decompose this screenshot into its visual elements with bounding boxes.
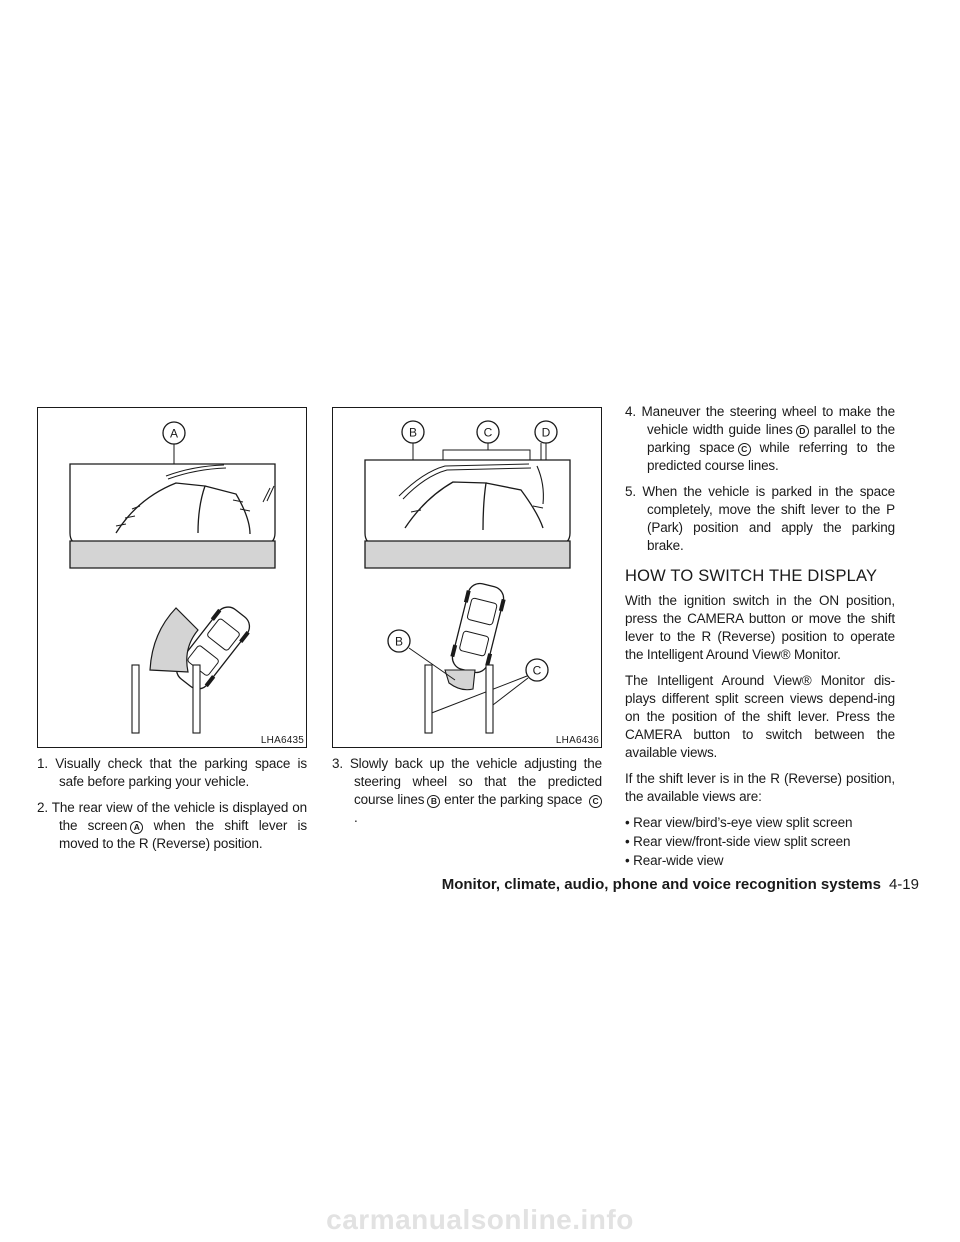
callout-ref: A [130, 821, 143, 834]
list-item: • Rear-wide view [625, 853, 724, 868]
page-number: 4-19 [888, 876, 919, 893]
page-footer [442, 876, 919, 893]
callout-ref: C [589, 795, 602, 808]
step-1: 1. Visually check that the parking space is safe before parking your vehicle. [37, 756, 307, 789]
list-item: • Rear view/front-side view split screen [625, 834, 851, 849]
watermark: carmanualsonline.info [326, 1204, 634, 1235]
callout-label: D [541, 425, 551, 440]
callout-ref: D [796, 425, 809, 438]
callout-label: C [483, 425, 493, 440]
callout-label: C [532, 663, 542, 678]
figure-code: LHA6436 [555, 735, 599, 746]
figure-illustration [38, 408, 308, 749]
monitor-screen [70, 464, 275, 544]
callout-label: B [408, 425, 418, 440]
paragraph: The Intelligent Around View® Monitor dis-plays different split screen views depend-ing on the position of the shift lever. Press the CAMERA button to switch between the available views. [625, 673, 895, 760]
figure-course-lines [332, 407, 602, 748]
callout-label: B [394, 634, 404, 649]
callout-ref: B [427, 795, 440, 808]
monitor-lower-band [70, 541, 275, 568]
paragraph: If the shift lever is in the R (Reverse) position, the available views are: [625, 771, 895, 804]
figure-rear-view-parking [37, 407, 307, 748]
figure-illustration [333, 408, 603, 749]
figure-code: LHA6435 [260, 735, 304, 746]
step-4: 4. Maneuver the steering wheel to make the vehicle width guide lines D parallel to the parking space C while referring to the predicted course lines. [625, 404, 895, 473]
column-1 [37, 755, 307, 861]
paragraph: With the ignition switch in the ON position, press the CAMERA button or move the shift lever to the R (Reverse) position to operate the Intelligent Around View® Monitor. [625, 593, 895, 662]
column-2 [332, 755, 602, 835]
footer-section-title: Monitor, climate, audio, phone and voice recognition systems [441, 876, 881, 893]
list-item: • Rear view/bird’s-eye view split screen [625, 815, 853, 830]
callout-ref: C [738, 443, 751, 456]
step-2: 2. The rear view of the vehicle is displayed on the screen A when the shift lever is moved to the R (Reverse) position. [37, 800, 307, 851]
section-heading: HOW TO SWITCH THE DISPLAY [625, 567, 878, 585]
step-3: 3. Slowly back up the vehicle adjusting the steering wheel so that the predicted course lines B enter the parking space C. [332, 756, 602, 825]
step-5: 5. When the vehicle is parked in the space completely, move the shift lever to the P (Park) position and apply the parking brake. [625, 484, 895, 553]
column-3 [625, 403, 895, 871]
callout-label: A [169, 426, 179, 441]
